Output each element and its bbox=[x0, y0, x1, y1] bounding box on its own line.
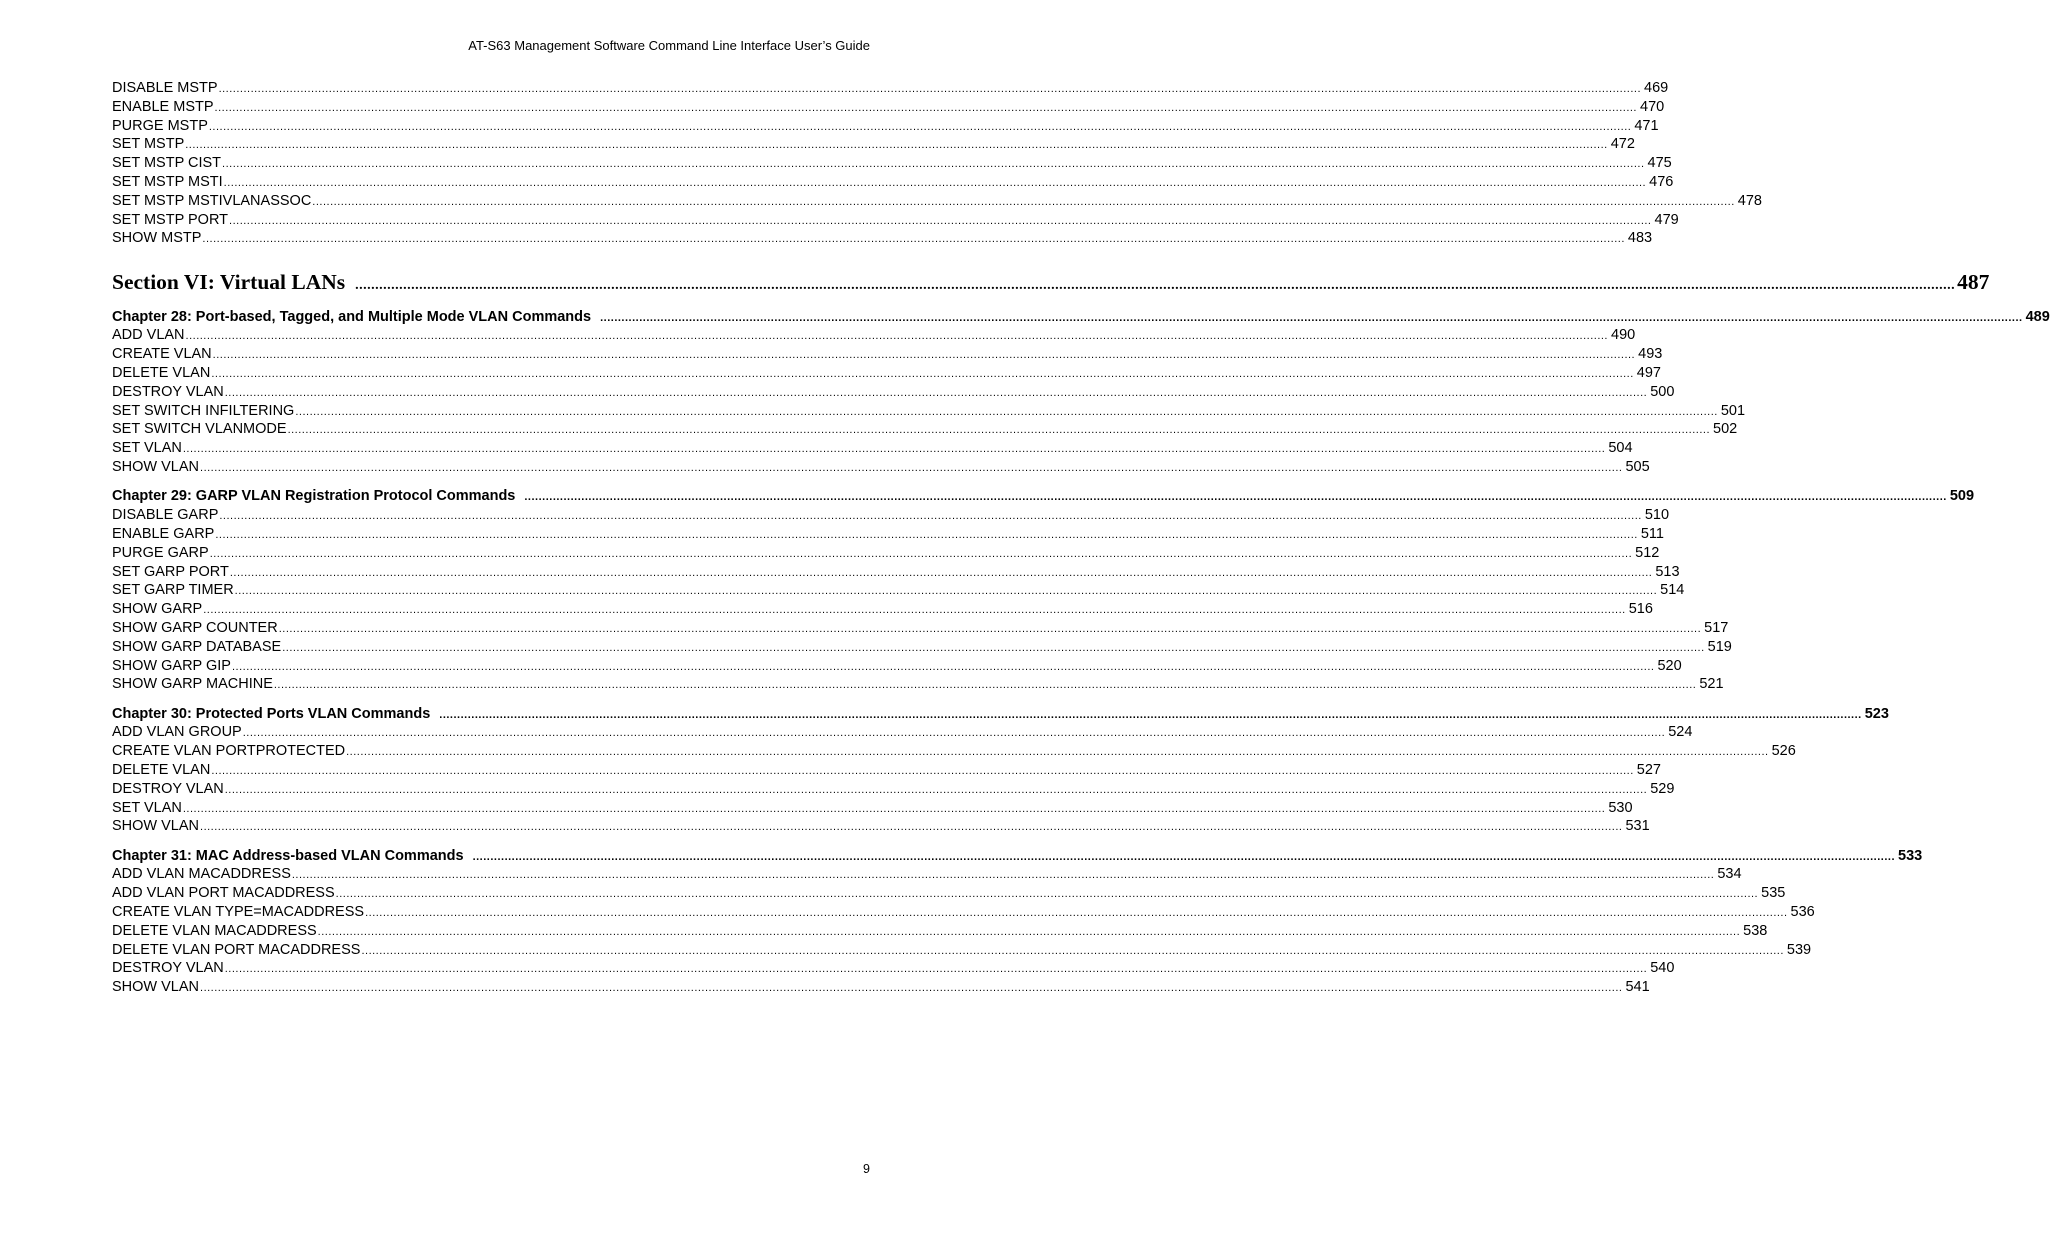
toc-entry-page: 534 bbox=[1717, 866, 1742, 883]
toc-entry-title: SET GARP TIMER bbox=[112, 582, 234, 599]
chapter-heading[interactable] bbox=[112, 308, 2050, 327]
toc-entry[interactable] bbox=[112, 525, 1664, 544]
dot-leader: ................................................................................................................................................................................................................................................................................................................................................................................................................ bbox=[203, 604, 1626, 617]
dot-leader: ................................................................................................................................................................................................................................................................................................................................................................................................................ bbox=[224, 386, 1648, 399]
toc-entry[interactable] bbox=[112, 326, 1636, 345]
toc-entry-title: ENABLE GARP bbox=[112, 525, 215, 542]
toc-entry-page: 497 bbox=[1636, 365, 1661, 382]
dot-leader: ................................................................................................................................................................................................................................................................................................................................................................................................................ bbox=[355, 278, 1956, 294]
toc-entry-page: 512 bbox=[1635, 544, 1660, 561]
toc-entry-page: 514 bbox=[1660, 582, 1685, 599]
toc-entry-title: PURGE MSTP bbox=[112, 117, 208, 134]
table-of-contents bbox=[112, 79, 2050, 997]
dot-leader: ................................................................................................................................................................................................................................................................................................................................................................................................................ bbox=[200, 462, 1623, 475]
toc-entry-page: 490 bbox=[1611, 327, 1636, 344]
toc-entry-page: 504 bbox=[1608, 440, 1633, 457]
dot-leader: ................................................................................................................................................................................................................................................................................................................................................................................................................ bbox=[291, 869, 1715, 882]
dot-leader: ................................................................................................................................................................................................................................................................................................................................................................................................................ bbox=[212, 349, 1636, 362]
dot-leader: ................................................................................................................................................................................................................................................................................................................................................................................................................ bbox=[524, 491, 1947, 504]
chapter-heading-page: 509 bbox=[1949, 488, 1975, 505]
dot-leader: ................................................................................................................................................................................................................................................................................................................................................................................................................ bbox=[185, 330, 1608, 343]
toc-entry-title: DELETE VLAN PORT MACADDRESS bbox=[112, 941, 361, 958]
dot-leader: ................................................................................................................................................................................................................................................................................................................................................................................................................ bbox=[600, 311, 2023, 324]
chapter-heading[interactable] bbox=[112, 487, 1975, 506]
dot-leader: ................................................................................................................................................................................................................................................................................................................................................................................................................ bbox=[182, 802, 1606, 815]
toc-entry-page: 536 bbox=[1790, 904, 1815, 921]
toc-entry[interactable] bbox=[112, 922, 1768, 941]
section-heading-title: Section VI: Virtual LANs bbox=[112, 270, 346, 295]
dot-leader: ................................................................................................................................................................................................................................................................................................................................................................................................................ bbox=[282, 641, 1705, 654]
dot-leader: ................................................................................................................................................................................................................................................................................................................................................................................................................ bbox=[229, 214, 1652, 227]
toc-entry-title: SET MSTP bbox=[112, 136, 185, 153]
toc-entry[interactable] bbox=[112, 884, 1786, 903]
toc-entry[interactable] bbox=[112, 581, 1685, 600]
toc-entry[interactable] bbox=[112, 675, 1724, 694]
toc-entry-title: SHOW GARP DATABASE bbox=[112, 638, 282, 655]
toc-entry-page: 511 bbox=[1640, 525, 1664, 542]
toc-entry-page: 472 bbox=[1610, 136, 1635, 153]
dot-leader: ................................................................................................................................................................................................................................................................................................................................................................................................................ bbox=[200, 821, 1623, 834]
dot-leader: ................................................................................................................................................................................................................................................................................................................................................................................................................ bbox=[231, 660, 1655, 673]
toc-entry-page: 529 bbox=[1650, 780, 1675, 797]
toc-entry-page: 502 bbox=[1713, 421, 1738, 438]
toc-entry-title: SHOW GARP MACHINE bbox=[112, 676, 273, 693]
toc-entry-title: ADD VLAN MACADDRESS bbox=[112, 866, 291, 883]
dot-leader: ................................................................................................................................................................................................................................................................................................................................................................................................................ bbox=[287, 424, 1711, 437]
dot-leader: ................................................................................................................................................................................................................................................................................................................................................................................................................ bbox=[202, 233, 1625, 246]
dot-leader: ................................................................................................................................................................................................................................................................................................................................................................................................................ bbox=[223, 176, 1647, 189]
toc-entry-title: SHOW GARP COUNTER bbox=[112, 619, 278, 636]
toc-entry-title: SHOW VLAN bbox=[112, 979, 200, 996]
toc-entry[interactable] bbox=[112, 402, 1746, 421]
toc-entry[interactable] bbox=[112, 154, 1672, 173]
toc-entry-page: 539 bbox=[1786, 941, 1812, 958]
toc-entry[interactable] bbox=[112, 657, 1682, 676]
toc-entry[interactable] bbox=[112, 723, 1693, 742]
toc-entry-title: SET SWITCH VLANMODE bbox=[112, 421, 287, 438]
toc-entry[interactable] bbox=[112, 742, 1796, 761]
toc-entry-title: CREATE VLAN PORTPROTECTED bbox=[112, 743, 346, 760]
toc-entry[interactable] bbox=[112, 544, 1660, 563]
toc-entry[interactable] bbox=[112, 799, 1633, 818]
toc-entry-title: DISABLE GARP bbox=[112, 507, 219, 524]
toc-entry-page: 478 bbox=[1737, 192, 1762, 209]
toc-entry-page: 469 bbox=[1644, 80, 1669, 96]
dot-leader: ................................................................................................................................................................................................................................................................................................................................................................................................................ bbox=[439, 708, 1862, 721]
toc-entry-page: 483 bbox=[1627, 230, 1653, 247]
toc-entry[interactable] bbox=[112, 79, 1669, 98]
toc-entry-page: 531 bbox=[1625, 818, 1650, 835]
toc-entry-title: SHOW GARP GIP bbox=[112, 657, 231, 674]
toc-entry-page: 505 bbox=[1625, 459, 1650, 476]
toc-entry-title: DELETE VLAN bbox=[112, 365, 211, 382]
dot-leader: ................................................................................................................................................................................................................................................................................................................................................................................................................ bbox=[295, 405, 1718, 418]
running-header: AT-S63 Management Software Command Line Interface User’s Guide bbox=[468, 38, 870, 53]
toc-entry[interactable] bbox=[112, 383, 1675, 402]
toc-entry[interactable] bbox=[112, 173, 1674, 192]
chapter-heading-page: 489 bbox=[2025, 308, 2050, 325]
chapter-heading-page: 533 bbox=[1898, 847, 1923, 864]
toc-entry-title: DELETE VLAN bbox=[112, 762, 211, 778]
toc-entry[interactable] bbox=[112, 761, 1661, 780]
toc-entry[interactable] bbox=[112, 817, 1650, 836]
toc-entry[interactable] bbox=[112, 903, 1815, 922]
toc-entry-title: SET MSTP MSTIVLANASSOC bbox=[112, 192, 312, 209]
dot-leader: ................................................................................................................................................................................................................................................................................................................................................................................................................ bbox=[242, 727, 1666, 740]
chapter-heading[interactable] bbox=[112, 847, 1923, 866]
dot-leader: ................................................................................................................................................................................................................................................................................................................................................................................................................ bbox=[185, 139, 1608, 152]
toc-entry-page: 517 bbox=[1704, 619, 1729, 636]
toc-entry-page: 516 bbox=[1628, 601, 1653, 618]
dot-leader: ................................................................................................................................................................................................................................................................................................................................................................................................................ bbox=[234, 585, 1658, 598]
chapter-heading[interactable] bbox=[112, 705, 1889, 724]
dot-leader: ................................................................................................................................................................................................................................................................................................................................................................................................................ bbox=[312, 195, 1735, 208]
dot-leader: ................................................................................................................................................................................................................................................................................................................................................................................................................ bbox=[472, 850, 1896, 863]
dot-leader: ................................................................................................................................................................................................................................................................................................................................................................................................................ bbox=[215, 528, 1638, 541]
toc-entry-title: SHOW VLAN bbox=[112, 818, 200, 835]
dot-leader: ................................................................................................................................................................................................................................................................................................................................................................................................................ bbox=[208, 120, 1632, 133]
toc-entry-page: 493 bbox=[1638, 346, 1663, 363]
toc-entry[interactable] bbox=[112, 638, 1732, 657]
toc-entry-title: DESTROY VLAN bbox=[112, 383, 224, 400]
dot-leader: ................................................................................................................................................................................................................................................................................................................................................................................................................ bbox=[365, 907, 1788, 920]
toc-entry-page: 541 bbox=[1625, 979, 1650, 996]
toc-entry-page: 475 bbox=[1647, 155, 1672, 172]
dot-leader: ................................................................................................................................................................................................................................................................................................................................................................................................................ bbox=[317, 925, 1741, 938]
dot-leader: ................................................................................................................................................................................................................................................................................................................................................................................................................ bbox=[211, 765, 1634, 777]
toc-entry-title: SHOW GARP bbox=[112, 601, 203, 618]
dot-leader: ................................................................................................................................................................................................................................................................................................................................................................................................................ bbox=[214, 101, 1637, 114]
toc-entry[interactable] bbox=[112, 941, 1812, 960]
toc-entry-page: 513 bbox=[1655, 563, 1680, 580]
dot-leader: ................................................................................................................................................................................................................................................................................................................................................................................................................ bbox=[278, 622, 1702, 635]
toc-entry-title: ADD VLAN bbox=[112, 327, 185, 344]
toc-entry[interactable] bbox=[112, 439, 1633, 458]
toc-entry[interactable] bbox=[112, 458, 1650, 477]
chapter-heading-title: Chapter 30: Protected Ports VLAN Commands bbox=[112, 705, 431, 722]
toc-entry-page: 501 bbox=[1720, 402, 1746, 419]
toc-entry[interactable] bbox=[112, 619, 1729, 638]
toc-entry-page: 500 bbox=[1650, 383, 1675, 400]
toc-entry[interactable] bbox=[112, 959, 1675, 978]
toc-entry[interactable] bbox=[112, 978, 1650, 997]
toc-entry[interactable] bbox=[112, 117, 1659, 136]
dot-leader: ................................................................................................................................................................................................................................................................................................................................................................................................................ bbox=[346, 746, 1769, 759]
toc-entry-title: SET MSTP PORT bbox=[112, 211, 229, 228]
toc-entry-page: 538 bbox=[1743, 922, 1768, 939]
toc-entry-title: DELETE VLAN MACADDRESS bbox=[112, 922, 317, 939]
dot-leader: ................................................................................................................................................................................................................................................................................................................................................................................................................ bbox=[211, 368, 1634, 381]
dot-leader: ................................................................................................................................................................................................................................................................................................................................................................................................................ bbox=[224, 783, 1648, 796]
toc-entry[interactable] bbox=[112, 563, 1680, 582]
toc-entry[interactable] bbox=[112, 211, 1679, 230]
toc-entry-page: 535 bbox=[1761, 885, 1786, 902]
toc-entry-title: ADD VLAN GROUP bbox=[112, 724, 242, 741]
toc-entry-title: CREATE VLAN bbox=[112, 346, 212, 363]
dot-leader: ................................................................................................................................................................................................................................................................................................................................................................................................................ bbox=[200, 982, 1623, 995]
toc-entry-title: SET VLAN bbox=[112, 799, 182, 816]
toc-entry-title: ADD VLAN PORT MACADDRESS bbox=[112, 885, 335, 902]
chapter-heading-title: Chapter 28: Port-based, Tagged, and Multiple Mode VLAN Commands bbox=[112, 308, 592, 325]
toc-entry-title: SET VLAN bbox=[112, 440, 182, 457]
toc-entry-title: ENABLE MSTP bbox=[112, 98, 214, 115]
dot-leader: ................................................................................................................................................................................................................................................................................................................................................................................................................ bbox=[218, 83, 1642, 95]
toc-entry-page: 476 bbox=[1649, 173, 1674, 190]
chapter-heading-title: Chapter 31: MAC Address-based VLAN Commands bbox=[112, 847, 464, 864]
section-heading-page: 487 bbox=[1957, 270, 1990, 295]
toc-entry-page: 510 bbox=[1644, 507, 1670, 524]
toc-entry-title: SET MSTP MSTI bbox=[112, 173, 223, 190]
page-number: 9 bbox=[863, 1162, 870, 1176]
toc-entry[interactable] bbox=[112, 506, 1670, 525]
toc-entry-page: 527 bbox=[1636, 762, 1661, 778]
dot-leader: ................................................................................................................................................................................................................................................................................................................................................................................................................ bbox=[273, 679, 1697, 692]
toc-entry-title: DESTROY VLAN bbox=[112, 780, 224, 797]
toc-entry-title: DESTROY VLAN bbox=[112, 960, 224, 977]
dot-leader: ................................................................................................................................................................................................................................................................................................................................................................................................................ bbox=[182, 443, 1606, 456]
dot-leader: ................................................................................................................................................................................................................................................................................................................................................................................................................ bbox=[224, 963, 1648, 976]
toc-entry[interactable] bbox=[112, 600, 1653, 619]
toc-entry-page: 519 bbox=[1707, 638, 1732, 655]
toc-entry-title: SET MSTP CIST bbox=[112, 155, 222, 172]
dot-leader: ................................................................................................................................................................................................................................................................................................................................................................................................................ bbox=[229, 566, 1653, 579]
toc-entry-title: SET GARP PORT bbox=[112, 563, 229, 580]
toc-entry-page: 470 bbox=[1640, 98, 1665, 115]
toc-entry[interactable] bbox=[112, 229, 1653, 248]
toc-entry-page: 471 bbox=[1634, 117, 1659, 134]
toc-entry[interactable] bbox=[112, 345, 1663, 364]
toc-entry-page: 524 bbox=[1668, 724, 1693, 741]
toc-entry-page: 520 bbox=[1657, 657, 1682, 674]
toc-entry[interactable] bbox=[112, 135, 1635, 154]
toc-entry-page: 540 bbox=[1650, 960, 1675, 977]
chapter-heading-title: Chapter 29: GARP VLAN Registration Protocol Commands bbox=[112, 488, 516, 505]
toc-entry-page: 530 bbox=[1608, 799, 1633, 816]
toc-entry-title: SET SWITCH INFILTERING bbox=[112, 402, 295, 419]
toc-entry[interactable] bbox=[112, 780, 1675, 799]
dot-leader: ................................................................................................................................................................................................................................................................................................................................................................................................................ bbox=[209, 547, 1633, 560]
toc-entry-title: SHOW VLAN bbox=[112, 459, 200, 476]
toc-entry[interactable] bbox=[112, 420, 1738, 439]
toc-entry-page: 521 bbox=[1699, 676, 1724, 693]
section-heading[interactable] bbox=[112, 267, 1990, 297]
toc-entry-title: PURGE GARP bbox=[112, 544, 209, 561]
toc-entry[interactable] bbox=[112, 364, 1661, 383]
dot-leader: ................................................................................................................................................................................................................................................................................................................................................................................................................ bbox=[219, 510, 1642, 523]
toc-entry[interactable] bbox=[112, 865, 1742, 884]
toc-entry[interactable] bbox=[112, 98, 1665, 117]
toc-entry-page: 479 bbox=[1654, 211, 1679, 228]
toc-entry-page: 526 bbox=[1771, 743, 1796, 760]
dot-leader: ................................................................................................................................................................................................................................................................................................................................................................................................................ bbox=[361, 944, 1784, 957]
dot-leader: ................................................................................................................................................................................................................................................................................................................................................................................................................ bbox=[335, 888, 1759, 901]
toc-entry-title: DISABLE MSTP bbox=[112, 80, 218, 96]
toc-entry-title: CREATE VLAN TYPE=MACADDRESS bbox=[112, 904, 365, 921]
dot-leader: ................................................................................................................................................................................................................................................................................................................................................................................................................ bbox=[222, 158, 1645, 171]
chapter-heading-page: 523 bbox=[1864, 705, 1889, 722]
toc-entry[interactable] bbox=[112, 192, 1762, 211]
toc-entry-title: SHOW MSTP bbox=[112, 230, 202, 247]
